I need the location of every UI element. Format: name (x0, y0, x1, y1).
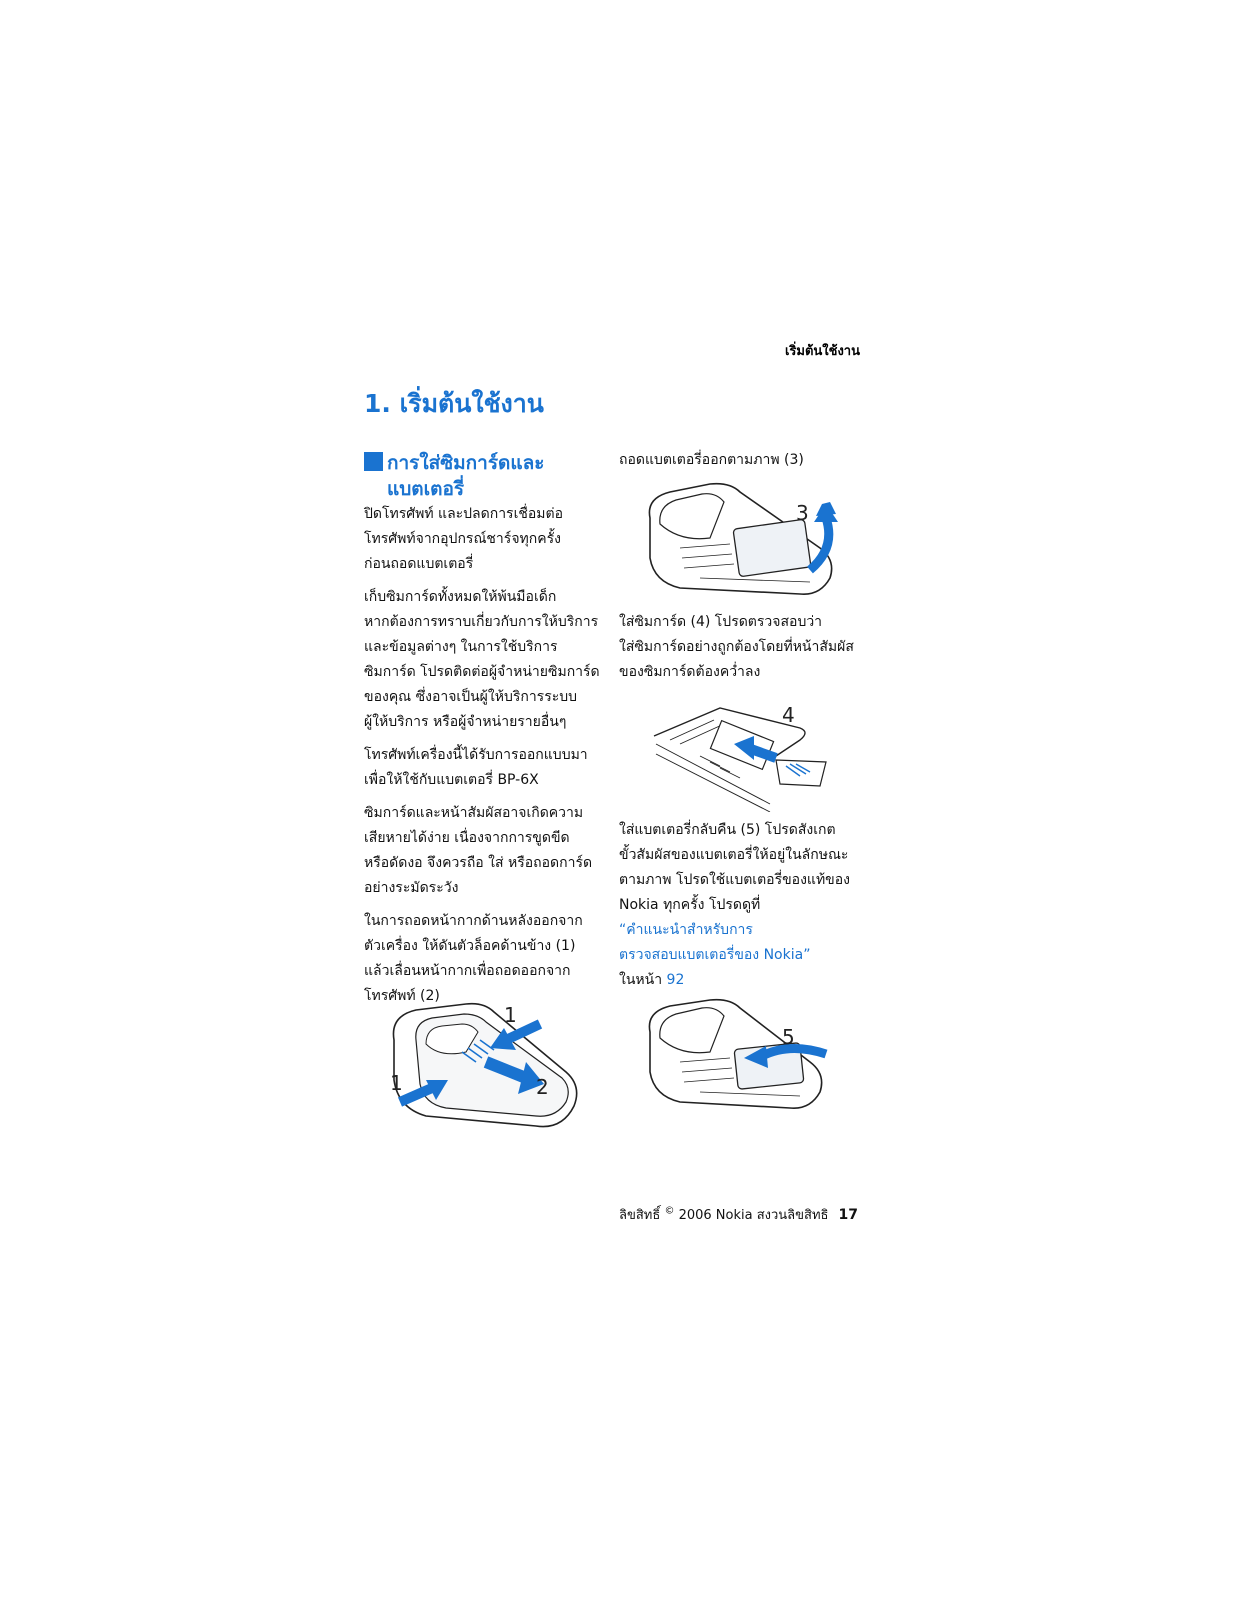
step-label-5: 5 (782, 1025, 795, 1049)
page-reference-prefix: ในหน้า (619, 972, 667, 988)
paragraph-battery-model: โทรศัพท์เครื่องนี้ได้รับการออกแบบมา เพื่อให้ใช้กับแบตเตอรี่ BP-6X (364, 747, 588, 788)
right-column-mid (619, 610, 863, 693)
paragraph-sim-care: ซิมการ์ดและหน้าสัมผัสอาจเกิดความ เสียหายได้ง่าย เนื่องจากการขูดขีด หรือดัดงอ จึงควรถือ ใส่ หรือถอดการ์ด อย่างระมัดระวัง (364, 805, 593, 896)
page-number: 17 (838, 1207, 858, 1223)
page-reference-link[interactable]: 92 (666, 972, 685, 988)
page-reference (619, 968, 863, 993)
page-footer (619, 1204, 858, 1225)
paragraph-insert-battery: ใส่แบตเตอรี่กลับคืน (5) โปรดสังเกต ขั้วสัมผัสของแบตเตอรี่ให้อยู่ในลักษณะ ตามภาพ โปรดใช้แบตเตอรี่ของแท้ของ Nokia ทุกครั้ง โปรดดูที่ (619, 822, 850, 913)
left-column (364, 502, 608, 1017)
copyright-prefix: ลิขสิทธิ์ (619, 1208, 665, 1223)
step-label-3: 3 (796, 501, 809, 525)
step-label-4: 4 (782, 703, 795, 727)
paragraph-remove-battery: ถอดแบตเตอรี่ออกตามภาพ (3) (619, 452, 804, 468)
section-heading-line1: การใส่ซิมการ์ดและ (387, 452, 545, 474)
paragraph-remove-cover: ในการถอดหน้ากากด้านหลังออกจาก ตัวเครื่อง ให้ดันตัวล็อคด้านข้าง (1) แล้วเลื่อนหน้ากากเพื่อถอดออกจาก โทรศัพท์ (2) (364, 913, 583, 1004)
paragraph-insert-sim: ใส่ซิมการ์ด (4) โปรดตรวจสอบว่า ใส่ซิมการ์ดอย่างถูกต้องโดยที่หน้าสัมผัส ของซิมการ์ดต้องคว่ำลง (619, 614, 854, 680)
right-column (619, 448, 863, 481)
step-label-1-side: 1 (390, 1071, 403, 1095)
running-head: เริ่มต้นใช้งาน (784, 344, 860, 359)
figure-insert-sim (650, 700, 830, 812)
figure-remove-cover (386, 1000, 586, 1136)
chapter-title: 1. เริ่มต้นใช้งาน (364, 389, 544, 418)
figure-insert-battery (640, 996, 840, 1116)
battery-guide-link[interactable]: “คำแนะนำสำหรับการ ตรวจสอบแบตเตอรี่ของ Nokia” (619, 922, 811, 963)
copyright-text: 2006 Nokia สงวนลิขสิทธิ (674, 1208, 829, 1223)
section-heading-line2: แบตเตอรี่ (387, 478, 465, 500)
right-column-lower (619, 818, 863, 1001)
figure-remove-battery (640, 478, 840, 602)
section-heading (364, 450, 594, 502)
copyright-symbol: © (664, 1205, 675, 1217)
step-label-1-top: 1 (504, 1003, 517, 1027)
paragraph-sim-children: เก็บซิมการ์ดทั้งหมดให้พ้นมือเด็ก หากต้องการทราบเกี่ยวกับการให้บริการ และข้อมูลต่างๆ ในการใช้บริการ ซิมการ์ด โปรดติดต่อผู้จำหน่ายซิมการ์ด ของคุณ ซึ่งอาจเป็นผู้ให้บริการระบบ ผู้ให้บริการ หรือผู้จำหน่ายรายอื่นๆ (364, 589, 600, 730)
step-label-2: 2 (536, 1075, 549, 1099)
section-marker-icon (364, 452, 383, 471)
paragraph-power-off: ปิดโทรศัพท์ และปลดการเชื่อมต่อ โทรศัพท์จากอุปกรณ์ชาร์จทุกครั้ง ก่อนถอดแบตเตอรี่ (364, 506, 564, 572)
